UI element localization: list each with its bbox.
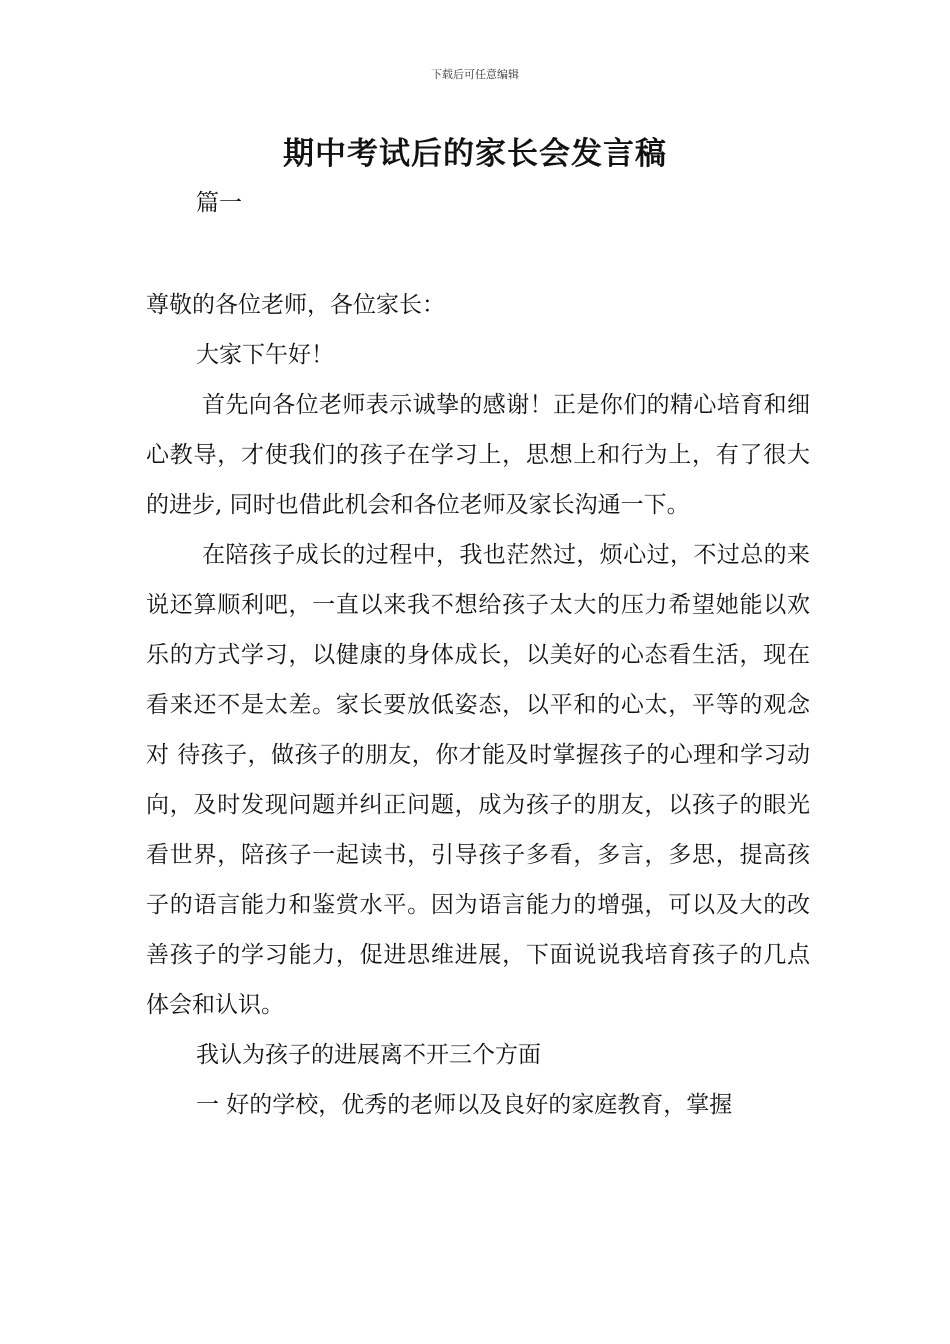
greeting-paragraph: 大家下午好！ (196, 342, 334, 368)
body-paragraph-1: 首先向各位老师表示诚挚的感谢！正是你们的精心培育和细心教导，才使我们的孩子在学习上，思想上和行为上，有了很大的进步, 同时也借此机会和各位老师及家长沟通一下。 (146, 392, 810, 518)
header-note: 下载后可任意编辑 (431, 68, 519, 81)
section-label: 篇一 (196, 190, 242, 216)
document-body (146, 280, 810, 1130)
body-paragraph-3: 我认为孩子的进展离不开三个方面 (196, 1042, 541, 1068)
document-title: 期中考试后的家长会发言稿 (283, 136, 667, 172)
body-paragraph-2: 在陪孩子成长的过程中，我也茫然过，烦心过，不过总的来说还算顺利吧，一直以来我不想给孩子太大的压力希望她能以欢乐的方式学习，以健康的身体成长，以美好的心态看生活，现在看来还不是太差。家长要放低姿态，以平和的心太，平等的观念对 待孩子，做孩子的朋友，你才能及时掌握孩子的心理和学习动向，及时发现问题并纠正问题，成为孩子的朋友，以孩子的眼光看世界，陪孩子一起读书，引导孩子多看，多言，多思，提高孩子的语言能力和鉴赏水平。因为语言能力的增强，可以及大的改善孩子的学习能力，促进思维进展，下面说说我培育孩子的几点体会和认识。 (146, 542, 810, 1018)
body-paragraph-4: 一 好的学校，优秀的老师以及良好的家庭教育，掌握 (196, 1092, 733, 1118)
salutation-paragraph: 尊敬的各位老师，各位家长： (146, 292, 445, 318)
